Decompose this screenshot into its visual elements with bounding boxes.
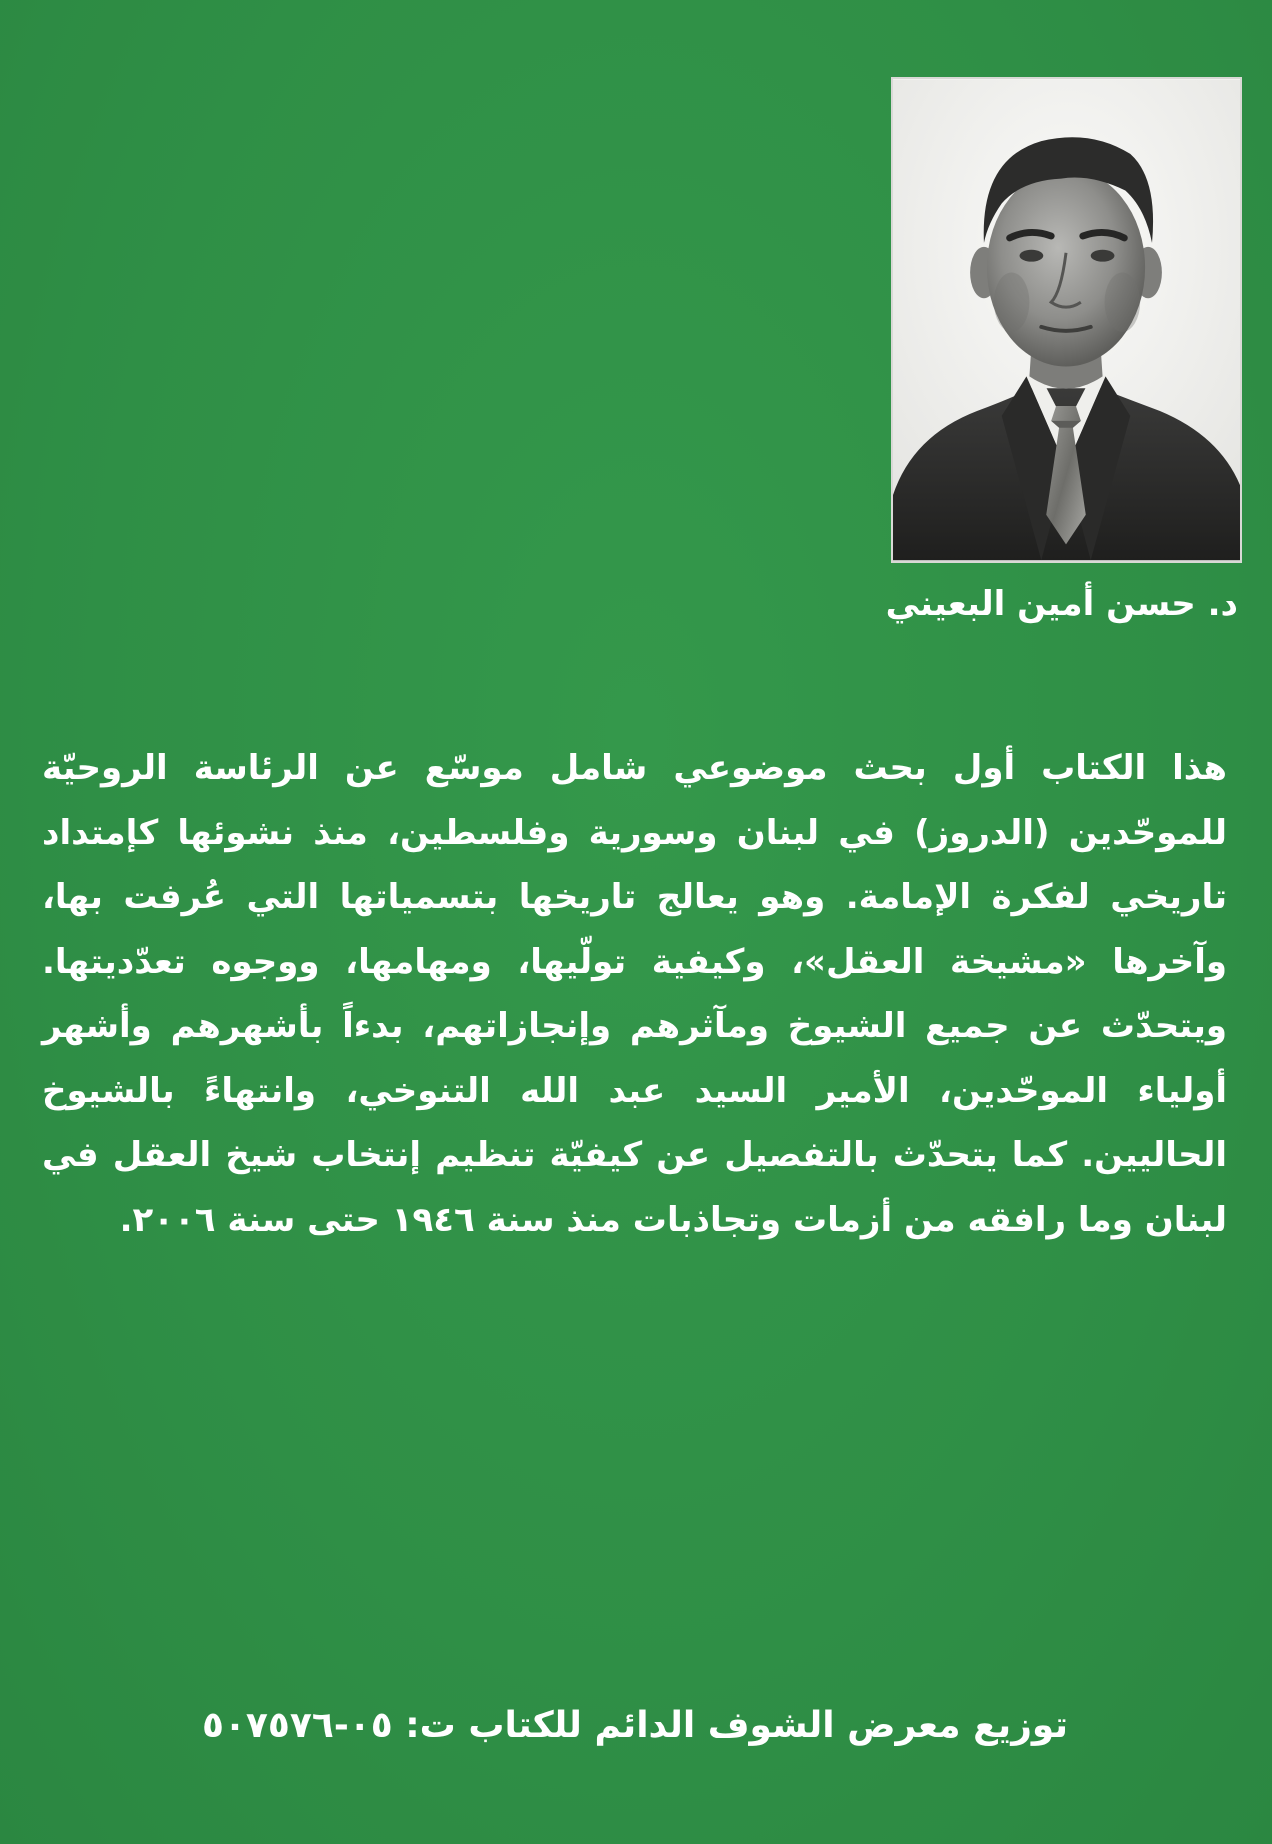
distribution-info: توزيع معرض الشوف الدائم للكتاب ت: ٠٥-٥٠٧٥٧٦ xyxy=(201,1705,1069,1746)
author-name: د. حسن أمين البعيني xyxy=(885,584,1238,624)
author-portrait-icon xyxy=(893,79,1240,561)
author-photo xyxy=(891,77,1242,563)
book-description: هذا الكتاب أول بحث موضوعي شامل موسّع عن الرئاسة الروحيّة للموحّدين (الدروز) في لبنان وسورية وفلسطين، منذ نشوئها كإمتداد تاريخي لفكرة الإمامة. وهو يعالج تاريخها بتسمياتها التي عُرفت بها، وآخرها «مشيخة العقل»، وكيفية تولّيها، ومهامها، ووجوه تعدّديتها. ويتحدّث عن جميع الشيوخ ومآثرهم وإنجازاتهم، بدءاً بأشهرهم وأشهر أولياء الموحّدين، الأمير السيد عبد الله التنوخي، وانتهاءً بالشيوخ الحاليين. كما يتحدّث بالتفصيل عن كيفيّة تنظيم إنتخاب شيخ العقل في لبنان وما رافقه من أزمات وتجاذبات منذ سنة ١٩٤٦ حتى سنة ٢٠٠٦. xyxy=(42,748,1227,1240)
